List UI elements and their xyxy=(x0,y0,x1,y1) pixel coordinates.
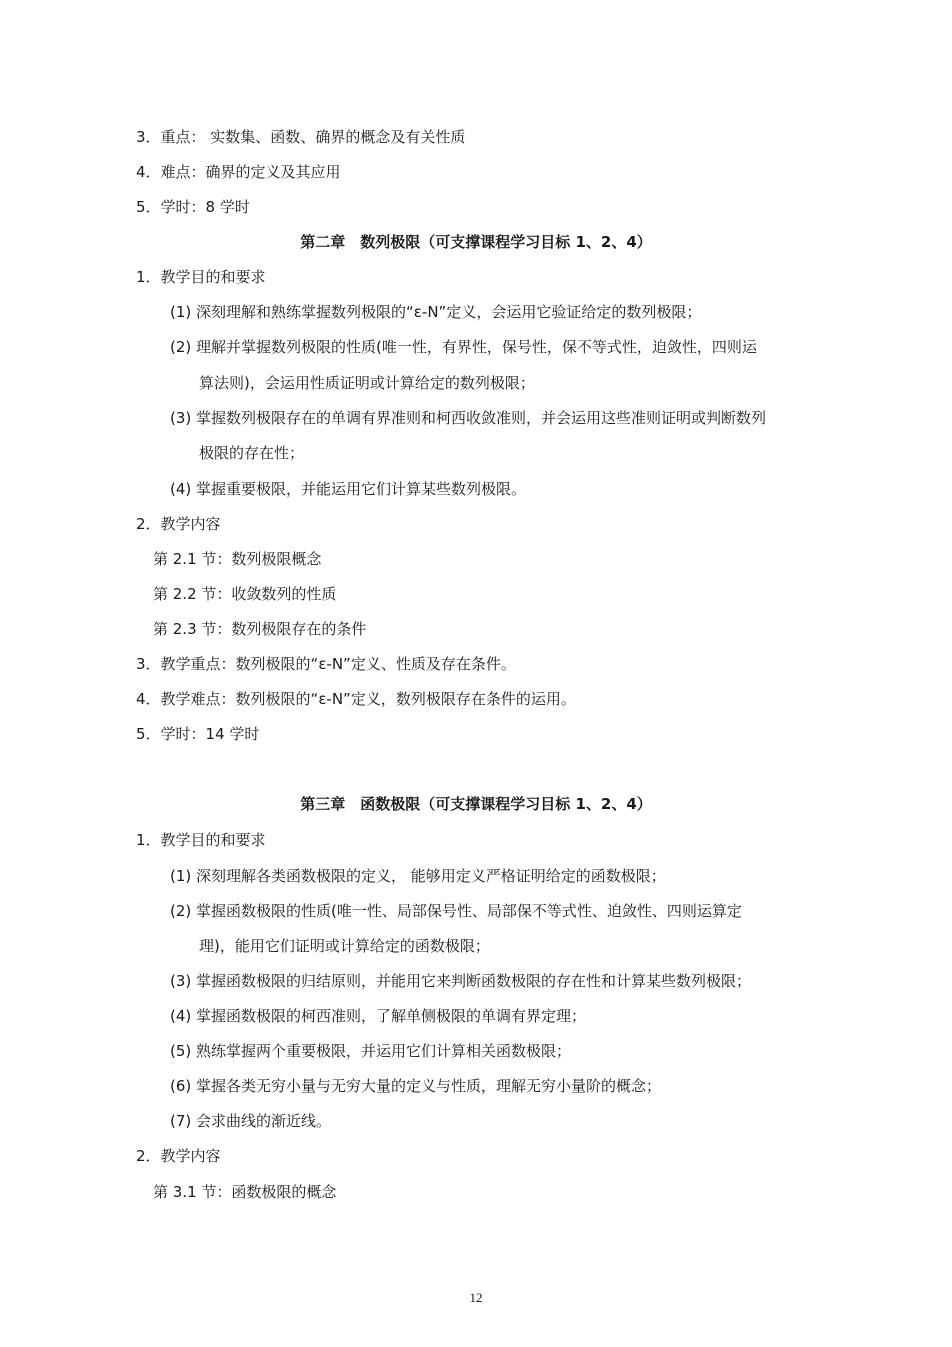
list-number: (1) xyxy=(170,867,192,885)
list-text: 熟练掌握两个重要极限，并运用它们计算相关函数极限； xyxy=(196,1042,572,1060)
text-line: 3．重点： 实数集、函数、确界的概念及有关性质 xyxy=(136,128,466,146)
text-line: 1．教学目的和要求 xyxy=(136,831,266,849)
text-line: 5．学时：14 学时 xyxy=(136,725,260,743)
list-item xyxy=(170,1076,661,1096)
page-number: 12 xyxy=(469,1290,483,1305)
list-item xyxy=(170,408,766,428)
list-item xyxy=(170,337,757,357)
text-line: 算法则)，会运用性质证明或计算给定的数列极限； xyxy=(199,374,535,392)
list-number: (5) xyxy=(170,1042,192,1060)
list-item xyxy=(170,479,526,499)
list-number: (2) xyxy=(170,902,192,920)
text-line: 第 2.2 节：收敛数列的性质 xyxy=(153,585,337,603)
text-line: 4．教学难点：数列极限的“ε-N”定义，数列极限存在条件的运用。 xyxy=(136,690,576,708)
list-text: 深刻理解和熟练掌握数列极限的“ε-N”定义，会运用它验证给定的数列极限； xyxy=(196,303,702,321)
list-number: (7) xyxy=(170,1112,192,1130)
list-text: 会求曲线的渐近线。 xyxy=(196,1112,332,1130)
list-text: 掌握函数极限的归结原则，并能用它来判断函数极限的存在性和计算某些数列极限； xyxy=(196,972,752,990)
list-number: (6) xyxy=(170,1077,192,1095)
list-number: (3) xyxy=(170,972,192,990)
text-line: 5．学时：8 学时 xyxy=(136,198,250,216)
text-line: 理)，能用它们证明或计算给定的函数极限； xyxy=(199,937,490,955)
list-number: (4) xyxy=(170,1007,192,1025)
text-line: 2．教学内容 xyxy=(136,515,221,533)
list-item xyxy=(170,1111,331,1131)
list-text: 理解并掌握数列极限的性质(唯一性，有界性，保号性，保不等式性，迫敛性，四则运 xyxy=(196,338,757,356)
list-item xyxy=(170,302,701,322)
list-text: 掌握重要极限，并能运用它们计算某些数列极限。 xyxy=(196,480,527,498)
text-line: 第 3.1 节：函数极限的概念 xyxy=(153,1183,337,1201)
text-line: 第 2.3 节：数列极限存在的条件 xyxy=(153,620,367,638)
text-line: 1．教学目的和要求 xyxy=(136,268,266,286)
list-text: 掌握数列极限存在的单调有界准则和柯西收敛准则，并会运用这些准则证明或判断数列 xyxy=(196,409,767,427)
text-line: 2．教学内容 xyxy=(136,1147,221,1165)
list-text: 掌握函数极限的性质(唯一性、局部保号性、局部保不等式性、迫敛性、四则运算定 xyxy=(196,902,742,920)
chapter-heading: 第二章 数列极限（可支撑课程学习目标 1、2、4） xyxy=(300,233,652,251)
list-item xyxy=(170,971,751,991)
text-line: 3．教学重点：数列极限的“ε-N”定义、性质及存在条件。 xyxy=(136,655,516,673)
list-text: 深刻理解各类函数极限的定义， 能够用定义严格证明给定的函数极限； xyxy=(196,867,666,885)
text-line: 极限的存在性； xyxy=(199,444,305,462)
text-line: 4．难点：确界的定义及其应用 xyxy=(136,163,341,181)
list-item xyxy=(170,866,666,886)
list-number: (2) xyxy=(170,338,192,356)
list-text: 掌握各类无穷小量与无穷大量的定义与性质，理解无穷小量阶的概念； xyxy=(196,1077,662,1095)
list-number: (4) xyxy=(170,480,192,498)
list-item xyxy=(170,1006,586,1026)
list-number: (3) xyxy=(170,409,192,427)
list-item xyxy=(170,1041,571,1061)
text-line: 第 2.1 节：数列极限概念 xyxy=(153,550,322,568)
chapter-heading: 第三章 函数极限（可支撑课程学习目标 1、2、4） xyxy=(300,795,652,813)
list-item xyxy=(170,901,742,921)
list-text: 掌握函数极限的柯西准则，了解单侧极限的单调有界定理； xyxy=(196,1007,587,1025)
list-number: (1) xyxy=(170,303,192,321)
